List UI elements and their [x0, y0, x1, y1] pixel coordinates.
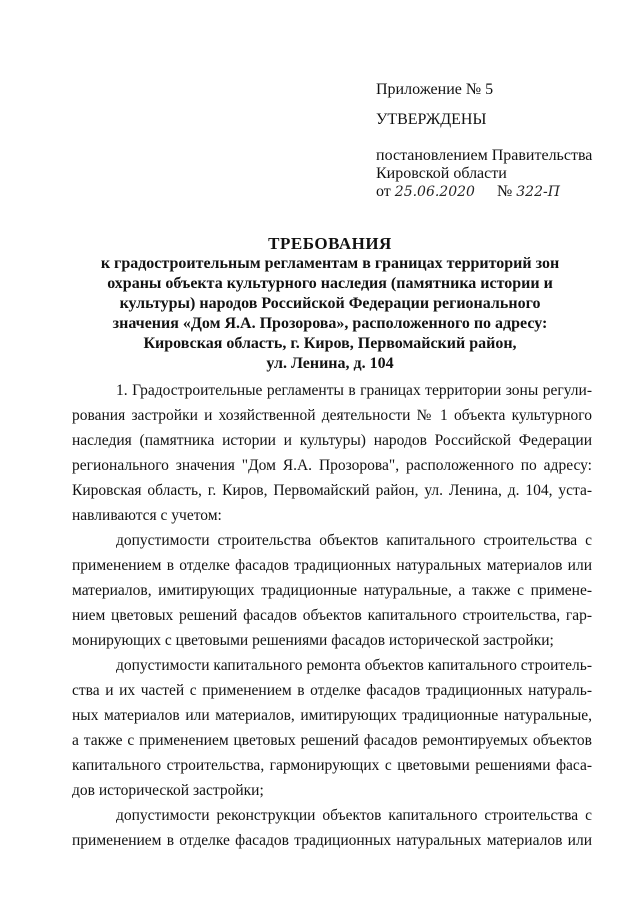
handwritten-number: 322-П: [516, 184, 560, 200]
text-line: допустимости реконструкции объектов капитального строительства с: [116, 807, 592, 824]
text-line: наследия (памятника истории и культуры) народов Российской Федерации: [72, 432, 592, 449]
paragraph-1: [72, 378, 592, 528]
text-line: 1. Градостроительные регламенты в границах территории зоны регули-: [116, 382, 592, 399]
text-line: Кировская область, г. Киров, Первомайский район, ул. Ленина, д. 104, уста-: [72, 482, 592, 499]
date-line: [376, 182, 475, 202]
text-line: капитального строительства, гармонирующих с цветовыми решениями фаса-: [72, 757, 592, 774]
text-line: монирующих с цветовыми решениями фасадов исторической застройки;: [72, 632, 554, 649]
text-line: допустимости капитального ремонта объектов капитального строитель-: [116, 657, 592, 674]
number-prefix: №: [497, 183, 513, 200]
text-line: навливаются с учетом:: [72, 507, 222, 524]
text-line: применением в отделке фасадов традиционных натуральных материалов или: [72, 557, 592, 574]
text-line: дов исторической застройки;: [72, 782, 264, 799]
title-line: Кировская область, г. Киров, Первомайский район,: [143, 335, 517, 352]
text-line: ных материалов или материалов, имитирующих традиционные натуральные,: [72, 707, 592, 724]
approved-label: УТВЕРЖДЕНЫ: [376, 111, 487, 128]
text-line: ства и их частей с применением в отделке фасадов традиционных натураль-: [72, 682, 592, 699]
text-line: регионального значения "Дом Я.А. Прозорова", расположенного по адресу:: [72, 457, 592, 474]
text-line: применением в отделке фасадов традиционных натуральных материалов или: [72, 832, 592, 849]
title-main: ТРЕБОВАНИЯ: [268, 234, 392, 253]
paragraph-4: [72, 803, 592, 853]
approved-by-line2: Кировской области: [376, 165, 507, 182]
title-line: к градостроительным регламентам в границах территорий зон: [100, 255, 560, 272]
title-line: охраны объекта культурного наследия (памятника истории и: [107, 275, 553, 292]
text-line: рования застройки и хозяйственной деятельности № 1 объекта культурного: [72, 407, 592, 424]
text-line: допустимости строительства объектов капитального строительства с: [116, 532, 592, 549]
handwritten-date: 25.06.2020: [394, 184, 475, 200]
title-line: значения «Дом Я.А. Прозорова», расположенного по адресу:: [112, 315, 548, 332]
text-line: материалов, имитирующих традиционные натуральные, а также с примене-: [72, 582, 592, 599]
paragraph-2: [72, 528, 592, 653]
title-line: ул. Ленина, д. 104: [266, 355, 394, 372]
document-title: [80, 234, 580, 374]
number-line: [497, 182, 560, 202]
text-line: а также с применением цветовых решений фасадов ремонтируемых объектов: [72, 732, 592, 749]
title-line: культуры) народов Российской Федерации регионального: [119, 295, 541, 312]
appendix-label: Приложение № 5: [376, 81, 494, 98]
approved-by-line1: постановлением Правительства: [376, 147, 593, 164]
paragraph-3: [72, 653, 592, 803]
text-line: нием цветовых решений фасадов объектов капитального строительства, гар-: [72, 607, 592, 624]
date-prefix: от: [376, 183, 391, 200]
